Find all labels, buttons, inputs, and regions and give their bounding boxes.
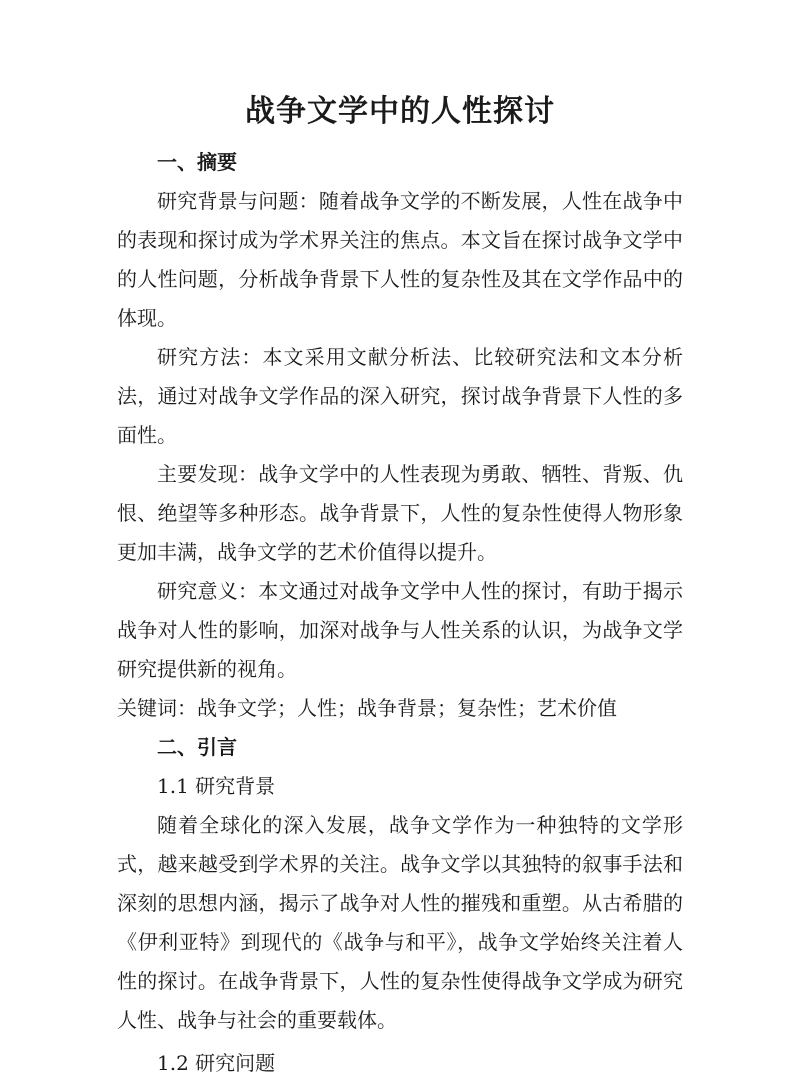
section-1-1-heading: 1.1 研究背景 — [157, 774, 276, 798]
document-title: 战争文学中的人性探讨 — [245, 94, 555, 129]
abstract-findings-paragraph: 主要发现：战争文学中的人性表现为勇敢、牺牲、背叛、仇恨、绝望等多种形态。战争背景下，人性的复杂性使得人物形象更加丰满，战争文学的艺术价值得以提升。 — [117, 462, 683, 564]
document-body — [117, 143, 683, 1083]
keywords-line: 关键词：战争文学；人性；战争背景；复杂性；艺术价值 — [117, 696, 617, 720]
abstract-background-paragraph: 研究背景与问题：随着战争文学的不断发展，人性在战争中的表现和探讨成为学术界关注的焦点。本文旨在探讨战争文学中的人性问题，分析战争背景下人性的复杂性及其在文学作品中的体现。 — [117, 189, 683, 330]
abstract-heading: 一、摘要 — [157, 150, 237, 174]
abstract-methods-paragraph: 研究方法：本文采用文献分析法、比较研究法和文本分析法，通过对战争文学作品的深入研究，探讨战争背景下人性的多面性。 — [117, 345, 683, 447]
section-1-2-heading: 1.2 研究问题 — [157, 1051, 276, 1075]
abstract-significance-paragraph: 研究意义：本文通过对战争文学中人性的探讨，有助于揭示战争对人性的影响，加深对战争与人性关系的认识，为战争文学研究提供新的视角。 — [117, 579, 683, 681]
introduction-heading: 二、引言 — [157, 735, 237, 759]
section-1-1-paragraph: 随着全球化的深入发展，战争文学作为一种独特的文学形式，越来越受到学术界的关注。战争文学以其独特的叙事手法和深刻的思想内涵，揭示了战争对人性的摧残和重塑。从古希腊的《伊利亚特》到现代的《战争与和平》，战争文学始终关注着人性的探讨。在战争背景下，人性的复杂性使得战争文学成为研究人性、战争与社会的重要载体。 — [117, 813, 683, 1032]
